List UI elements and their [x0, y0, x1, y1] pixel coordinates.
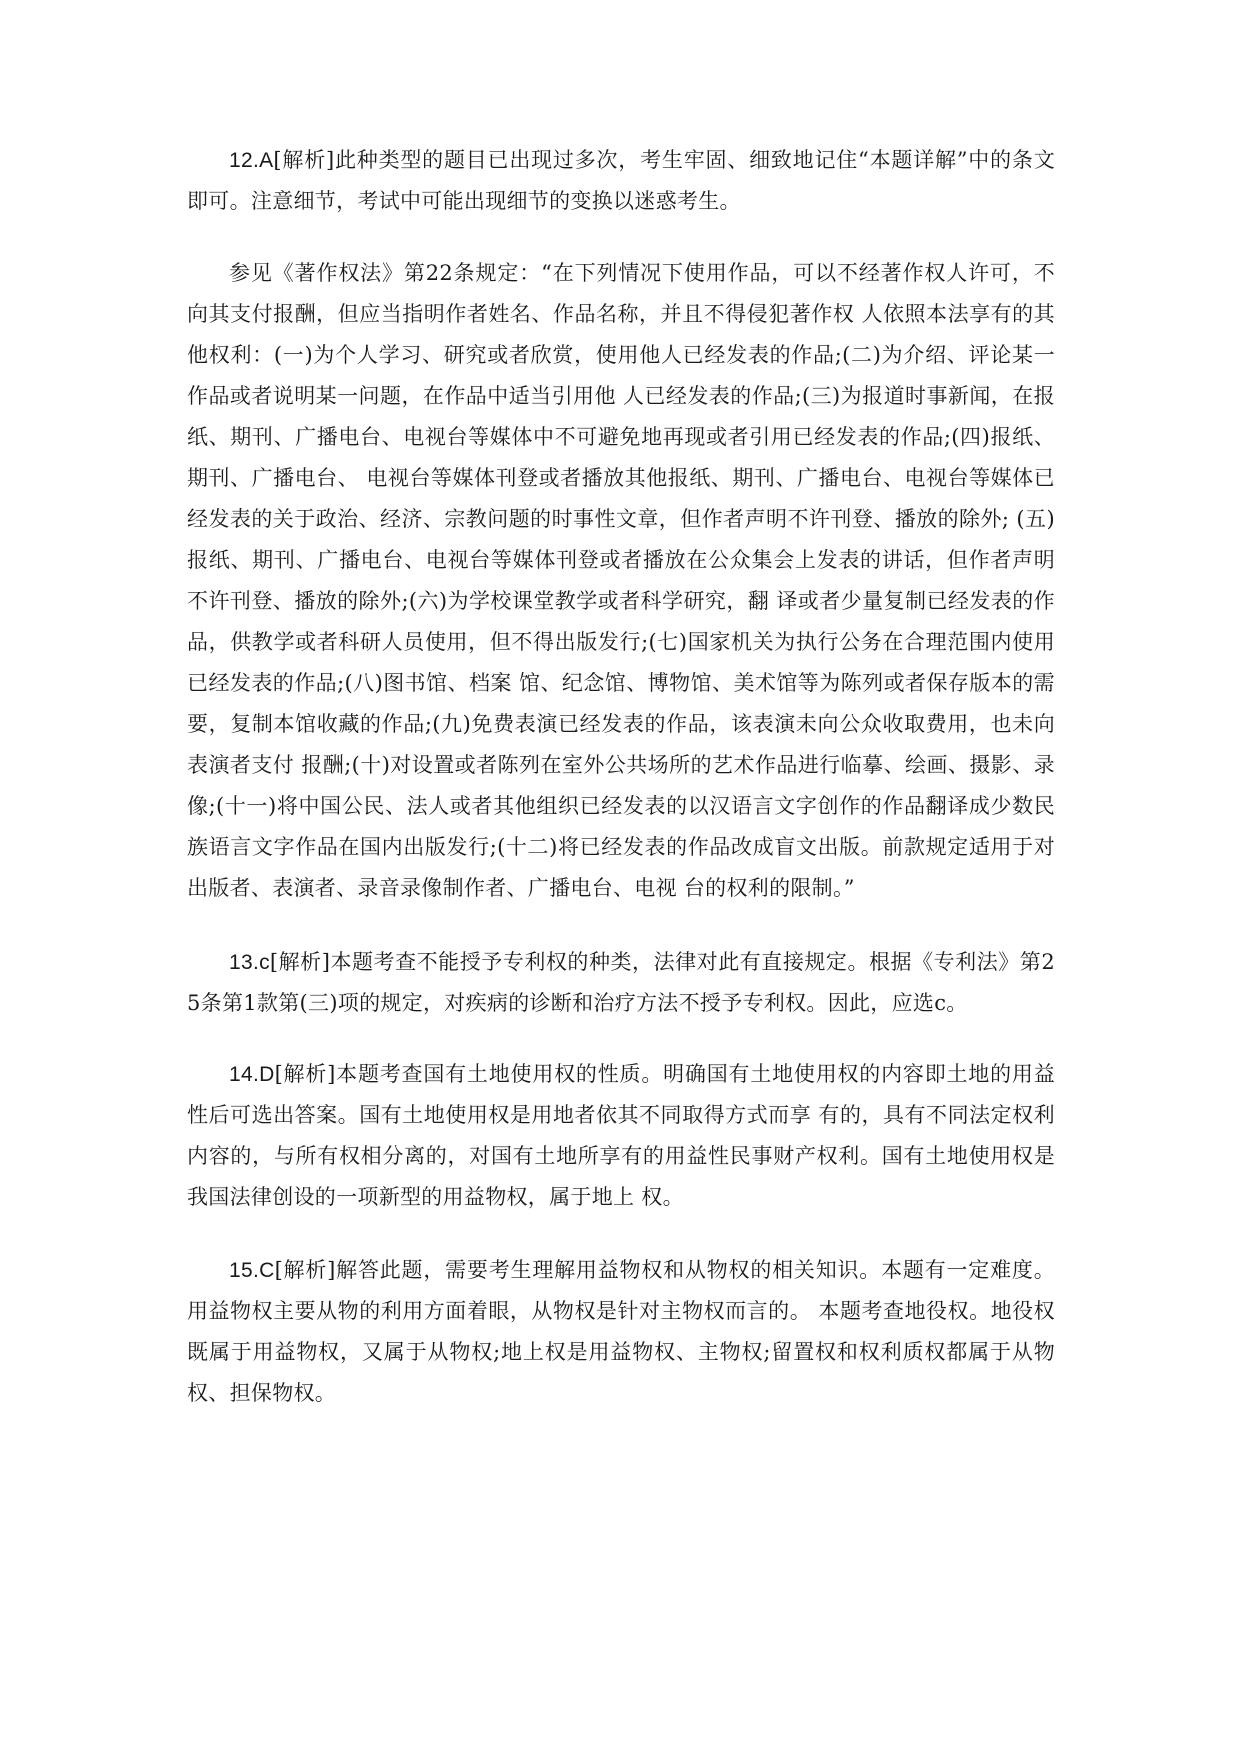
answer-paragraph-14	[187, 1054, 1055, 1218]
answer-text: [解析]此种类型的题目已出现过多次，考生牢固、细致地记住“本题详解”中的条文即可。注意细节，考试中可能出现细节的变换以迷惑考生。	[187, 148, 1055, 213]
answer-paragraph-12	[187, 140, 1055, 222]
answer-text: [解析]本题考查国有土地使用权的性质。明确国有土地使用权的内容即土地的用益性后可选出答案。国有土地使用权是用地者依其不同取得方式而享 有的，具有不同法定权利内容的，与所有权相分离的，对国有土地所享有的用益性民事财产权利。国有土地使用权是我国法律创设的一项新型的用益物权，属于地上 权。	[187, 1062, 1055, 1209]
citation-text: 参见《著作权法》第22条规定：“在下列情况下使用作品，可以不经著作权人许可，不向其支付报酬，但应当指明作者姓名、作品名称，并且不得侵犯著作权 人依照本法享有的其他权利：(一)为个人学习、研究或者欣赏，使用他人已经发表的作品;(二)为介绍、评论某一作品或者说明某一问题，在作品中适当引用他 人已经发表的作品;(三)为报道时事新闻，在报纸、期刊、广播电台、电视台等媒体中不可避免地再现或者引用已经发表的作品;(四)报纸、期刊、广播电台、 电视台等媒体刊登或者播放其他报纸、期刊、广播电台、电视台等媒体已经发表的关于政治、经济、宗教问题的时事性文章，但作者声明不许刊登、播放的除外; (五)报纸、期刊、广播电台、电视台等媒体刊登或者播放在公众集会上发表的讲话，但作者声明不许刊登、播放的除外;(六)为学校课堂教学或者科学研究，翻 译或者少量复制已经发表的作品，供教学或者科研人员使用，但不得出版发行;(七)国家机关为执行公务在合理范围内使用已经发表的作品;(八)图书馆、档案 馆、纪念馆、博物馆、美术馆等为陈列或者保存版本的需要，复制本馆收藏的作品;(九)免费表演已经发表的作品，该表演未向公众收取费用，也未向表演者支付 报酬;(十)对设置或者陈列在室外公共场所的艺术作品进行临摹、绘画、摄影、录像;(十一)将中国公民、法人或者其他组织已经发表的以汉语言文字创作的作品翻译成少数民族语言文字作品在国内出版发行;(十二)将已经发表的作品改成盲文出版。前款规定适用于对出版者、表演者、录音录像制作者、广播电台、电视 台的权利的限制。”	[187, 261, 1055, 900]
answer-number: 13.c	[229, 951, 270, 974]
answer-text: [解析]解答此题，需要考生理解用益物权和从物权的相关知识。本题有一定难度。用益物权主要从物的利用方面着眼，从物权是针对主物权而言的。 本题考查地役权。地役权既属于用益物权，又属于从物权;地上权是用益物权、主物权;留置权和权利质权都属于从物权、担保物权。	[187, 1258, 1055, 1405]
answer-paragraph-15	[187, 1250, 1055, 1414]
law-citation-paragraph	[187, 253, 1055, 909]
answer-paragraph-13	[187, 942, 1055, 1024]
answer-number: 15.C	[229, 1259, 275, 1282]
answer-number: 12.A	[229, 149, 274, 172]
document-page	[187, 140, 1055, 1414]
answer-number: 14.D	[229, 1063, 275, 1086]
answer-text: [解析]本题考查不能授予专利权的种类，法律对此有直接规定。根据《专利法》第25条第1款第(三)项的规定，对疾病的诊断和治疗方法不授予专利权。因此，应选c。	[187, 950, 1055, 1015]
